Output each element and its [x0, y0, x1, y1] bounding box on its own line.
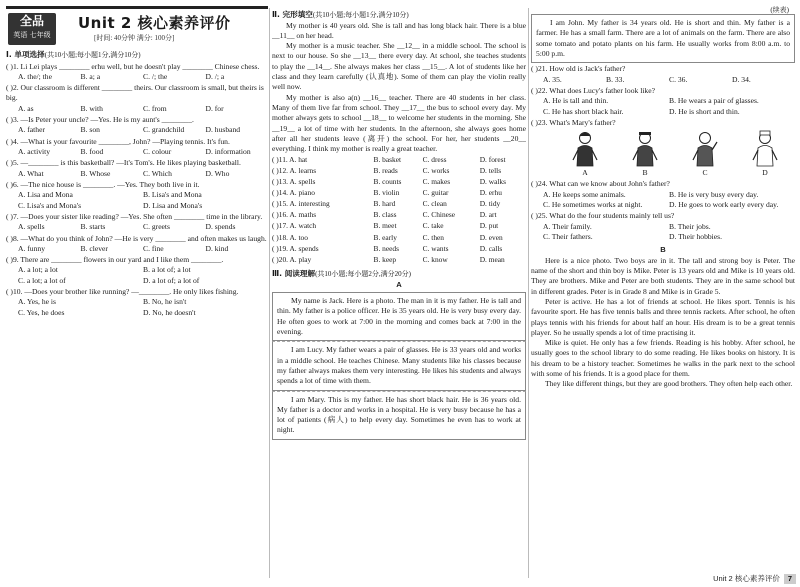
option: B. He is very busy every day.: [669, 189, 759, 199]
options-row: [272, 254, 526, 265]
option: A. Yes, he is: [18, 297, 56, 307]
option: C. /; the: [143, 71, 168, 81]
passage-label: B: [660, 245, 666, 255]
option: A. He is tall and thin.: [543, 96, 609, 106]
option-row: [6, 125, 268, 135]
option: D. a lot of; a lot of: [143, 275, 200, 285]
footer-label: Unit 2 核心素养评价: [713, 573, 780, 583]
option: B. No, he isn't: [143, 297, 187, 307]
option: A. 35.: [543, 74, 562, 84]
option-cell: ( )12. A. learns: [272, 166, 317, 176]
option-cell: D. put: [479, 221, 499, 231]
person-icon: [750, 130, 780, 168]
passage-paragraph: My mother is also a(n) __16__ teacher. There are 40 students in her class. Many of them live far from school. They __17__ the bus to school every day. My mother always gets to school __18__ to welcome her students in the morning. She __19__ a lot of time with her students. In the afternoon, she always goes home after all her students leave (离开) the school. For her, her students __20__ everything. I think my mother is really a great teacher.: [272, 92, 526, 154]
question-stem: ( )8. —What do you think of John? —He is very ________ and often makes us laugh.: [6, 233, 267, 243]
question-stem: ( )22. What does Lucy's father look like?: [531, 85, 655, 95]
passage-label: A: [396, 279, 402, 289]
option: B. He wears a pair of glasses.: [669, 96, 759, 106]
option-cell: D. calls: [479, 243, 503, 253]
page-footer: [713, 574, 796, 584]
passage-paragraph: Here is a nice photo. Two boys are in it. The tall and strong boy is Peter. The name of the short and thin boy is Mike. Peter is 13 years old and Mike is 10 years old. They are brothers. Mike and Peter are both students. They are in the same school but in different grades. Peter is in Grade 8 and Mike is in Grade 5.: [531, 255, 795, 296]
figure-label: C: [702, 168, 708, 178]
section-heading: Ⅱ. 完形填空(共10小题;每小题1分,满分10分): [272, 10, 409, 19]
figure-row: [555, 130, 795, 178]
figure-label: B: [642, 168, 648, 178]
option-cell: ( )18. A. too: [272, 232, 308, 242]
question-stem: ( )7. —Does your sister like reading? —Yes. She often ________ time in the library.: [6, 211, 263, 221]
figure-label: A: [582, 168, 588, 178]
option: D. Who: [205, 168, 230, 178]
option-row: [531, 107, 795, 117]
column-divider: [269, 8, 270, 578]
question-stem: ( )3. —Is Peter your uncle? —Yes. He is my aunt's ________.: [6, 115, 194, 125]
option-row: [6, 72, 268, 82]
options-row: [272, 243, 526, 254]
option-cell: D. mean: [479, 254, 505, 264]
option-row: [6, 147, 268, 157]
option-cell: B. early: [373, 232, 397, 242]
passage-paragraph: My mother is 40 years old. She is tall and has long black hair. There is a blue __11__ on her head.: [272, 20, 526, 40]
question-stem: ( )9. There are ________ flowers in our yard and I like them ________.: [6, 255, 224, 265]
option-row: [531, 75, 795, 85]
option-row: [531, 222, 795, 232]
section-heading: Ⅰ. 单项选择(共10小题;每小题1分,满分10分): [6, 50, 141, 59]
option-cell: ( )11. A. hat: [272, 155, 308, 165]
option-cell: D. forest: [479, 155, 506, 165]
option-row: [6, 297, 268, 307]
option: C. He has short black hair.: [543, 106, 624, 116]
option: D. No, he doesn't: [143, 307, 196, 317]
option-cell: D. art: [479, 210, 497, 220]
option: A. What: [18, 168, 44, 178]
reading-box: [531, 14, 795, 63]
question-stem: ( )2. Our classroom is different ________ theirs. Our classroom is small, but theirs is big.: [6, 83, 264, 103]
option: D. Lisa and Mona's: [143, 200, 203, 210]
option: C. colour: [143, 147, 172, 157]
option-row: [531, 232, 795, 242]
option: C. He sometimes works at night.: [543, 200, 643, 210]
question-stem: ( )10. —Does your brother like running? —________. He only likes fishing.: [6, 287, 239, 297]
options-row: [272, 177, 526, 188]
option-row: [6, 308, 268, 318]
option-cell: C. Chinese: [422, 210, 456, 220]
person-figure: [567, 130, 603, 178]
question-block: [531, 179, 795, 210]
option-row: [531, 96, 795, 106]
option: C. Lisa's and Mona's: [18, 200, 82, 210]
passage-paragraph: Mike is quiet. He only has a few friends. Reading is his hobby. After school, he usually goes to the school library to do some reading. He likes books on history. It is his dream to be a history teacher. Sometimes he walks in the park next to the school with some of his friends. It is a good place for them.: [531, 338, 795, 379]
reading-text-box: I am John. My father is 34 years old. He is short and thin. My father is a farmer. He has a small farm. There are a lot of animals on the farm. There are also some tomato and potato plants on his farm. He usually works from 8:00 a.m. to 5:00 p.m.: [531, 14, 795, 63]
option: B. 33.: [606, 74, 625, 84]
option-cell: D. walks: [479, 177, 506, 187]
option-row: [531, 200, 795, 210]
option: A. as: [18, 103, 34, 113]
reading-boxes: [272, 292, 526, 440]
option: C. 36.: [669, 74, 688, 84]
option-cell: B. needs: [373, 243, 399, 253]
option: D. /; a: [205, 71, 225, 81]
option: D. Their hobbies.: [669, 232, 723, 241]
option: D. information: [205, 147, 251, 157]
option: D. spends: [205, 222, 236, 232]
option-cell: C. dress: [422, 155, 447, 165]
person-icon: [630, 130, 660, 168]
option: B. food: [80, 147, 104, 157]
option-cell: ( )16. A. maths: [272, 210, 317, 220]
person-figure: [687, 130, 723, 178]
option-cell: ( )20. A. play: [272, 254, 312, 264]
option: D. He goes to work early every day.: [669, 200, 779, 210]
option-row: [6, 190, 268, 200]
option-row: [6, 244, 268, 254]
question-stem: ( )4. —What is your favourite ________, John? —Playing tennis. It's fun.: [6, 136, 230, 146]
option-row: [6, 169, 268, 179]
question-stem: ( )25. What do the four students mainly tell us?: [531, 211, 675, 221]
option-cell: D. erhu: [479, 188, 502, 198]
option-cell: C. know: [422, 254, 448, 264]
option-row: [6, 265, 268, 275]
option-cell: ( )17. A. watch: [272, 221, 317, 231]
question-block: [531, 64, 795, 85]
question-stem: ( )5. —________ is this basketball? —It's Tom's. He likes playing basketball.: [6, 158, 241, 168]
option: B. Whose: [80, 168, 111, 178]
option-cell: D. tidy: [479, 199, 501, 209]
option: B. clever: [80, 243, 108, 253]
reading-text-box: My name is Jack. Here is a photo. The man in it is my father. He is tall and thin. My father is a police officer. He is 35 years old. He is very busy every day. He often goes to work at 7:00 in the morning and comes back at 7:00 in the evening.: [272, 292, 526, 341]
question-stem: ( )23. What's Mary's father?: [531, 117, 616, 127]
passage-paragraph: They like different things, but they are good brothers. They often help each other.: [545, 379, 793, 389]
option: C. Which: [143, 168, 172, 178]
option: A. He keeps some animals.: [543, 189, 626, 199]
option: B. Lisa's and Mona: [143, 190, 202, 200]
column-middle: [272, 0, 526, 587]
option-cell: B. counts: [373, 177, 402, 187]
option-cell: B. violin: [373, 188, 400, 198]
option: B. a lot of; a lot: [143, 265, 191, 275]
option: B. starts: [80, 222, 106, 232]
option-cell: B. class: [373, 210, 397, 220]
option: A. Their family.: [543, 221, 592, 231]
option: D. He is short and thin.: [669, 106, 740, 116]
question-stem: ( )6. —The nice house is ________. —Yes. They both live in it.: [6, 179, 200, 189]
option: B. with: [80, 103, 103, 113]
figure-label: D: [762, 168, 768, 178]
options-row: [272, 155, 526, 166]
option: A. spells: [18, 222, 45, 232]
option-cell: C. then: [422, 232, 444, 242]
person-figure: [747, 130, 783, 178]
brand-logo: 全品 英语 七年级: [8, 13, 56, 45]
option: A. activity: [18, 147, 51, 157]
option: C. Their fathers.: [543, 232, 593, 241]
question-block: [531, 118, 795, 128]
reading-passage-b: [531, 256, 795, 390]
question-block: [531, 211, 795, 242]
option: C. greets: [143, 222, 170, 232]
continued-label: (续表): [770, 6, 789, 14]
option: D. for: [205, 103, 224, 113]
person-icon: [690, 130, 720, 168]
option-cell: ( )13. A. spells: [272, 177, 316, 187]
passage-paragraph: My mother is a music teacher. She __12__ in a middle school. The school is next to our house. So she __13__ there every day. At school, she teaches students to play the __14__. She always makes her class __15__. A lot of students like her class and they learn carefully (认真地). Some of them can play the violin really well now.: [272, 41, 526, 92]
question-block: [531, 86, 795, 117]
option-row: [6, 104, 268, 114]
option: C. fine: [143, 243, 164, 253]
option: A. Lisa and Mona: [18, 190, 73, 200]
page-title: Unit 2 核心素养评价: [78, 14, 231, 32]
options-row: [272, 221, 526, 232]
option-row: [531, 190, 795, 200]
option-cell: C. wants: [422, 243, 449, 253]
option-cell: B. meet: [373, 221, 397, 231]
option: A. a lot; a lot: [18, 265, 58, 275]
option: D. 34.: [732, 74, 751, 84]
option-cell: C. guitar: [422, 188, 449, 198]
question-stem: ( )1. Li Lei plays ________ erhu well, but he doesn't play ________ Chinese chess.: [6, 61, 260, 71]
question-list: [6, 62, 268, 319]
cloze-options-table: [272, 155, 526, 266]
option: B. son: [80, 125, 100, 135]
option-cell: ( )19. A. spends: [272, 243, 319, 253]
reading-text-box: I am Mary. This is my father. He has short black hair. He is 36 years old. My father is a doctor and works in a hospital. He is very busy because he has a lot of patients (病人) to help every day. Sometimes he even has to work at night.: [272, 391, 526, 440]
option: A. the/; the: [18, 71, 52, 81]
option-cell: B. hard: [373, 199, 396, 209]
reading-questions: [531, 64, 795, 242]
options-row: [272, 166, 526, 177]
option: D. kind: [205, 243, 229, 253]
question-stem: ( )21. How old is Jack's father?: [531, 64, 626, 74]
option: C. grandchild: [143, 125, 185, 135]
options-row: [272, 188, 526, 199]
option-cell: C. clean: [422, 199, 447, 209]
cloze-passage: [272, 21, 526, 155]
option: C. a lot; a lot of: [18, 275, 66, 285]
option: D. husband: [205, 125, 241, 135]
exam-meta: [时间: 40分钟 满分: 100分]: [94, 34, 175, 42]
column-right: [531, 0, 795, 587]
option-cell: ( )14. A. piano: [272, 188, 315, 198]
option: C. Yes, he does: [18, 307, 65, 317]
column-left: [6, 0, 268, 587]
options-row: [272, 232, 526, 243]
option: A. father: [18, 125, 45, 135]
reading-text-box: I am Lucy. My father wears a pair of glasses. He is 33 years old and works in a middle school. He teaches Chinese. Many students like his classes because my father always makes them very interesting. He likes his students and always spends a lot of time with them.: [272, 341, 526, 390]
option: A. funny: [18, 243, 45, 253]
options-row: [272, 210, 526, 221]
option: B. Their jobs.: [669, 221, 711, 231]
option: C. from: [143, 103, 167, 113]
option-row: [6, 276, 268, 286]
option-cell: C. works: [422, 166, 450, 176]
option-cell: C. makes: [422, 177, 451, 187]
person-figure: [627, 130, 663, 178]
options-row: [272, 199, 526, 210]
option-cell: ( )15. A. interesting: [272, 199, 330, 209]
question-stem: ( )24. What can we know about John's father?: [531, 179, 670, 189]
option: B. a; a: [80, 71, 101, 81]
column-divider: [528, 8, 529, 578]
option-cell: D. tells: [479, 166, 502, 176]
option-cell: B. basket: [373, 155, 402, 165]
passage-paragraph: Peter is active. He has a lot of friends at school. He likes sport. Tennis is his favourite sport. He has five tennis balls and three tennis rackets. After school, he often plays tennis with his friends for about half an hour. His dream is to be a great tennis player. So he usually spends a lot of time practising it.: [531, 296, 795, 337]
section-heading: Ⅲ. 阅读理解(共10小题;每小题2分,满分20分): [272, 269, 411, 279]
option-cell: C. take: [422, 221, 444, 231]
option-cell: D. even: [479, 232, 503, 242]
option-row: [6, 201, 268, 211]
page-number: 7: [784, 574, 796, 584]
option-row: [6, 222, 268, 232]
person-icon: [570, 130, 600, 168]
page-header: [6, 6, 268, 46]
option-cell: B. keep: [373, 254, 397, 264]
option-cell: B. reads: [373, 166, 398, 176]
